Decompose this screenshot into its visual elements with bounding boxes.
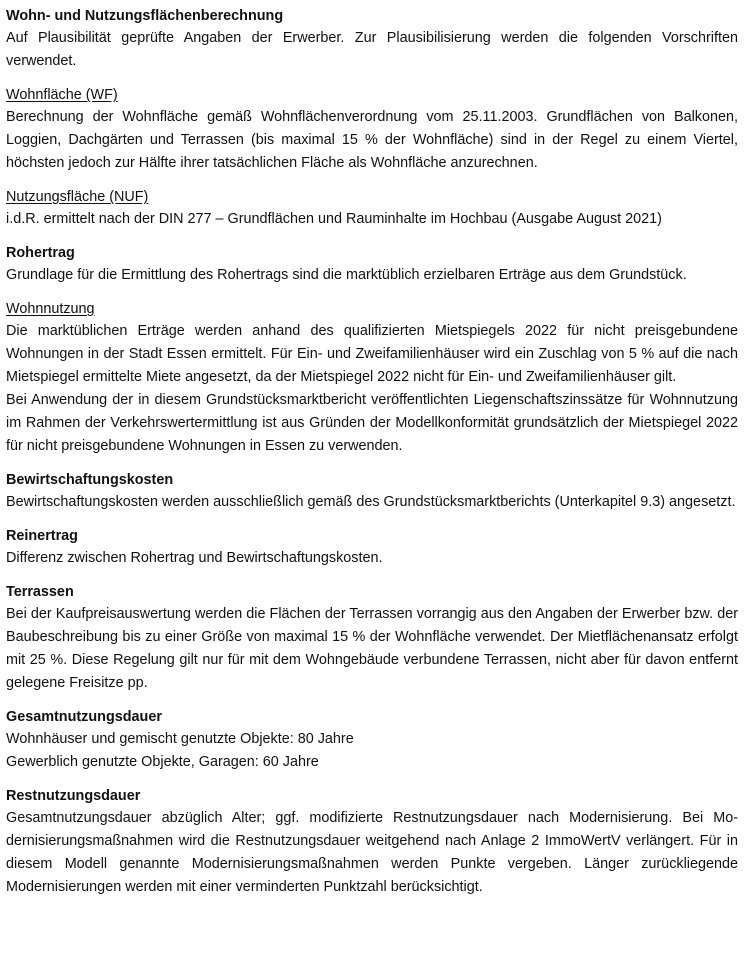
- nuf-heading: Nutzungsfläche (NUF): [6, 189, 149, 205]
- restnutzungsdauer-text: Gesamtnutzungsdauer abzüglich Alter; ggf. modifizierte Restnutzungsdauer nach Modernisierung. Bei Modernisierungsmaßnahmen wird die Restnutzungsdauer weitgehend nach Anlage 2 ImmoWertV verlängert. Für in diesem Modell genannte Modernisierungsmaßnahmen werden Punkte vergeben. Länger zurückliegende Modernisierungen werden mit einer verminderten Punktzahl berücksichtigt.: [6, 810, 738, 895]
- wohnnutzung-text-1: Die marktüblichen Erträge werden anhand des qualifizierten Mietspiegels 2022 für nicht preisgebundene Wohnungen in der Stadt Essen ermittelt. Für Ein- und Zweifamilienhäuser wird ein Zuschlag von 5 % auf die nach Mietspiegel ermittelte Miete angesetzt, da der Mietspiegel 2022 nicht für Ein- und Zweifamilienhäuser gilt.: [6, 323, 738, 385]
- section-wohnnutzung: [6, 298, 738, 458]
- gesamtnutzungsdauer-heading: Gesamtnutzungsdauer: [6, 709, 162, 725]
- section-reinertrag: [6, 525, 738, 570]
- intro-text: Auf Plausibilität geprüfte Angaben der Erwerber. Zur Plausibilisierung werden die folgenden Vorschriften verwendet.: [6, 30, 738, 69]
- bewirtschaftung-text: Bewirtschaftungskosten werden ausschließlich gemäß des Grundstücksmarktberichts (Unterkapitel 9.3) angesetzt.: [6, 494, 736, 510]
- section-flaechenberechnung: [6, 5, 738, 73]
- section-bewirtschaftungskosten: [6, 469, 738, 514]
- wf-heading: Wohnfläche (WF): [6, 87, 118, 103]
- section-restnutzungsdauer: [6, 785, 738, 899]
- wohnnutzung-heading: Wohnnutzung: [6, 301, 95, 317]
- terrassen-heading: Terrassen: [6, 584, 74, 600]
- reinertrag-text: Differenz zwischen Rohertrag und Bewirtschaftungskosten.: [6, 550, 383, 566]
- restnutzungsdauer-heading: Restnutzungsdauer: [6, 788, 141, 804]
- nuf-text: i.d.R. ermittelt nach der DIN 277 – Grundflächen und Rauminhalte im Hochbau (Ausgabe August 2021): [6, 211, 662, 227]
- rohertrag-text: Grundlage für die Ermittlung des Rohertrags sind die marktüblich erzielbaren Erträge aus dem Grundstück.: [6, 267, 687, 283]
- section-gesamtnutzungsdauer: [6, 706, 738, 774]
- gesamtnutzungsdauer-line-2: Gewerblich genutzte Objekte, Garagen: 60 Jahre: [6, 754, 319, 770]
- section-nutzungsflaeche: [6, 186, 738, 231]
- rohertrag-heading: Rohertrag: [6, 245, 75, 261]
- section-rohertrag: [6, 242, 738, 287]
- reinertrag-heading: Reinertrag: [6, 528, 78, 544]
- gesamtnutzungsdauer-line-1: Wohnhäuser und gemischt genutzte Objekte: 80 Jahre: [6, 731, 354, 747]
- section-terrassen: [6, 581, 738, 695]
- terrassen-text: Bei der Kaufpreisauswertung werden die Flächen der Terrassen vorrangig aus den Angaben der Erwerber bzw. der Baubeschreibung bis zu einer Größe von maximal 15 % der Wohnfläche verwendet. Der Mietflächenansatz erfolgt mit 25 %. Diese Regelung gilt nur für mit dem Wohngebäude verbundene Terrassen, nicht aber für davon entfernt gelegene Freisitze pp.: [6, 606, 738, 691]
- wf-text: Berechnung der Wohnfläche gemäß Wohnflächenverordnung vom 25.11.2003. Grundflächen von Balkonen, Loggien, Dachgärten und Terrassen (bis maximal 15 % der Wohnfläche) sind in der Regel zu einem Viertel, höchsten jedoch zur Hälfte ihrer tatsächlichen Fläche als Wohnfläche anzurechnen.: [6, 109, 738, 171]
- document-title: Wohn- und Nutzungsflächenberechnung: [6, 8, 284, 24]
- section-wohnflaeche: [6, 84, 738, 175]
- wohnnutzung-text-2: Bei Anwendung der in diesem Grundstücksmarktbericht veröffentlichten Liegenschaftszinssätze für Wohnnutzung im Rahmen der Verkehrswertermittlung ist aus Gründen der Modellkonformität grundsätzlich der Mietspiegel 2022 für nicht preisgebundene Wohnungen in Essen zu verwenden.: [6, 392, 738, 454]
- bewirtschaftung-heading: Bewirtschaftungskosten: [6, 472, 174, 488]
